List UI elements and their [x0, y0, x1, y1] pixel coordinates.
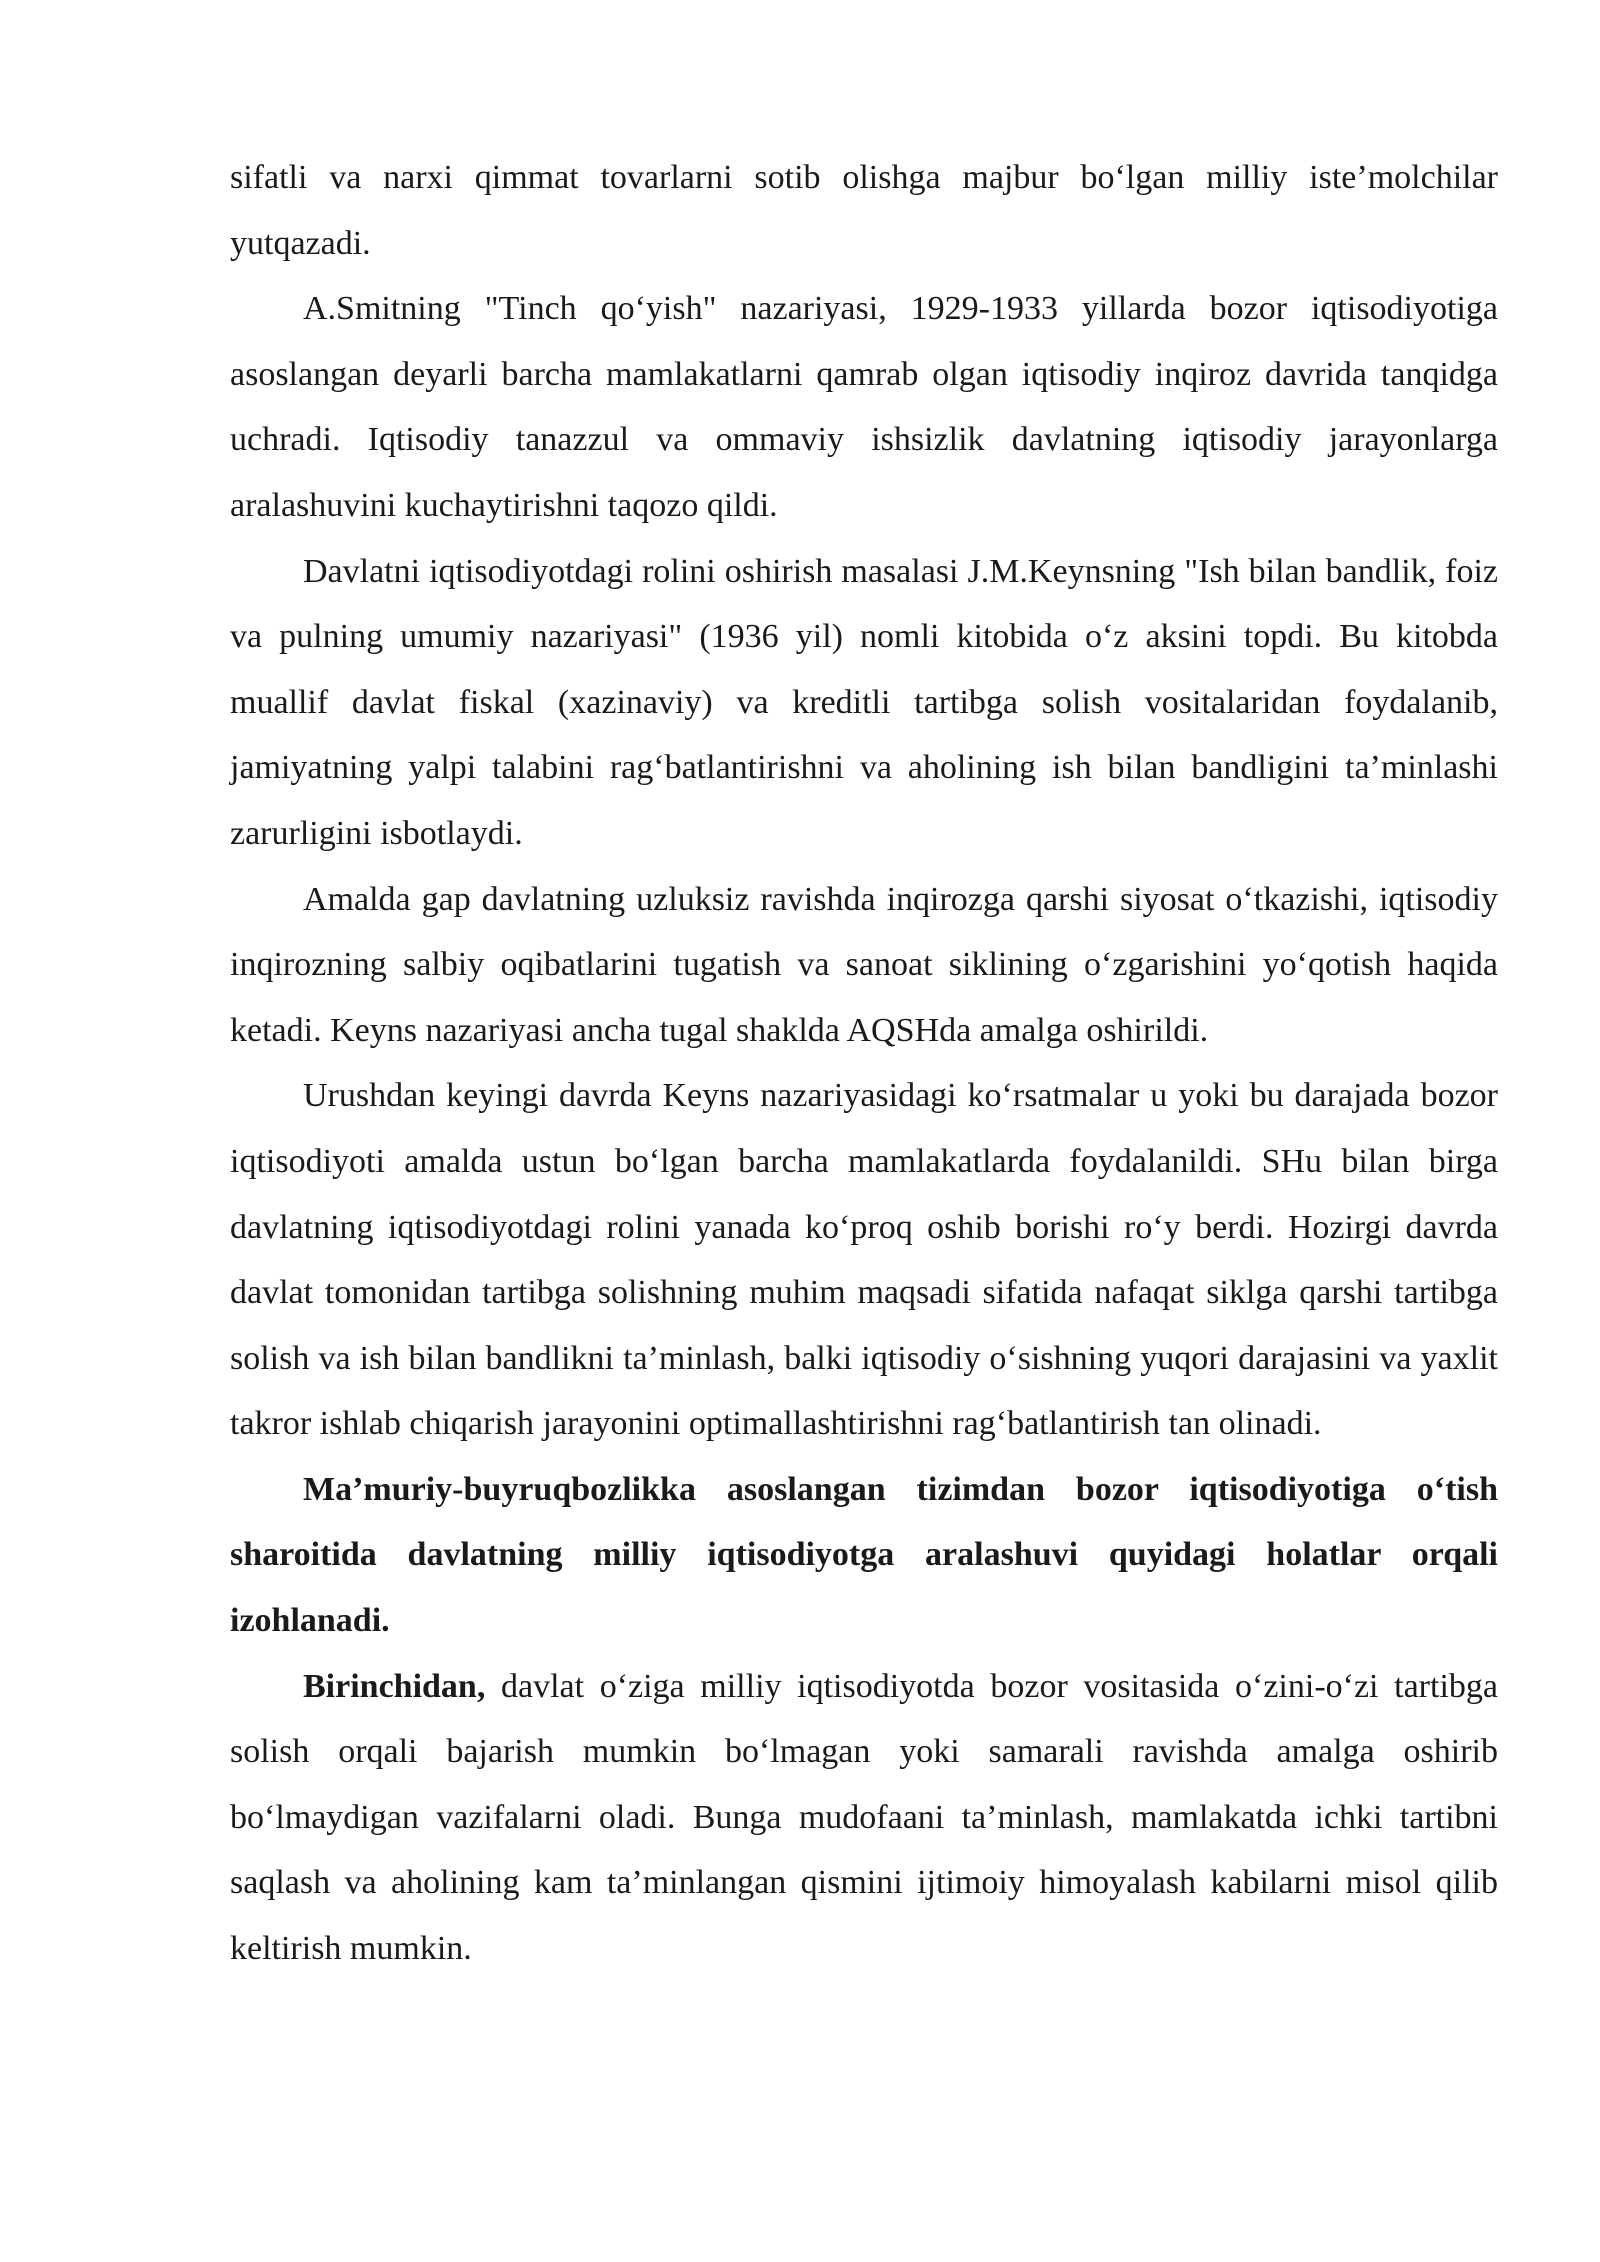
- paragraph-anti-crisis-policy: Amalda gap davlatning uzluksiz ravishda inqirozga qarshi siyosat o‘tkazishi, iqtisodiy inqirozning salbiy oqibatlarini tugatish va sanoat siklining o‘zgarishini yo‘qotish haqida ketadi. Keyns nazariyasi ancha tugal shaklda AQSHda amalga oshirildi.: [230, 880, 1498, 1049]
- paragraph-smith-theory: A.Smitning "Tinch qo‘yish" nazariyasi, 1929-1933 yillarda bozor iqtisodiyotiga asoslangan deyarli barcha mamlakatlarni qamrab olgan iqtisodiy inqiroz davrida tanqidga uchradi. Iqtisodiy tanazzul va ommaviy ishsizlik davlatning iqtisodiy jarayonlarga aralashuvini kuchaytirishni taqozo qildi.: [230, 290, 1498, 524]
- paragraph-transition-heading: Ma’muriy-buyruqbozlikka asoslangan tizimdan bozor iqtisodiyotiga o‘tish sharoitida davlatning milliy iqtisodiyotga aralashuvi quyidagi holatlar orqali izohlanadi.: [230, 1470, 1498, 1640]
- paragraph-continuation: sifatli va narxi qimmat tovarlarni sotib olishga majbur bo‘lgan milliy iste’molchilar yutqazadi.: [230, 159, 1498, 262]
- paragraph-keynes-book: Davlatni iqtisodiyotdagi rolini oshirish masalasi J.M.Keynsning "Ish bilan bandlik, foiz va pulning umumiy nazariyasi" (1936 yil) nomli kitobida o‘z aksini topdi. Bu kitobda muallif davlat fiskal (xazinaviy) va kreditli tartibga solish vositalaridan foydalanib, jamiyatning yalpi talabini rag‘batlantirishni va aholining ish bilan bandligini ta’minlashi zarurligini isbotlaydi.: [230, 552, 1498, 852]
- paragraph-firstly: [230, 1654, 1498, 1982]
- document-body: [230, 145, 1498, 1982]
- paragraph-postwar-period: Urushdan keyingi davrda Keyns nazariyasidagi ko‘rsatmalar u yoki bu darajada bozor iqtisodiyoti amalda ustun bo‘lgan barcha mamlakatlarda foydalanildi. SHu bilan birga davlatning iqtisodiyotdagi rolini yanada ko‘proq oshib borishi ro‘y berdi. Hozirgi davrda davlat tomonidan tartibga solishning muhim maqsadi sifatida nafaqat siklga qarshi tartibga solish va ish bilan bandlikni ta’minlash, balki iqtisodiy o‘sishning yuqori darajasini va yaxlit takror ishlab chiqarish jarayonini optimallashtirishni rag‘batlantirish tan olinadi.: [230, 1077, 1498, 1443]
- paragraph-lead-word: Birinchidan,: [303, 1667, 486, 1705]
- paragraph-firstly-text: davlat o‘ziga milliy iqtisodiyotda bozor vositasida o‘zini-o‘zi tartibga solish orqali bajarish mumkin bo‘lmagan yoki samarali ravishda amalga oshirib bo‘lmaydigan vazifalarni oladi. Bunga mudofaani ta’minlash, mamlakatda ichki tartibni saqlash va aholining kam ta’minlangan qismini ijtimoiy himoyalash kabilarni misol qilib keltirish mumkin.: [230, 1667, 1498, 1968]
